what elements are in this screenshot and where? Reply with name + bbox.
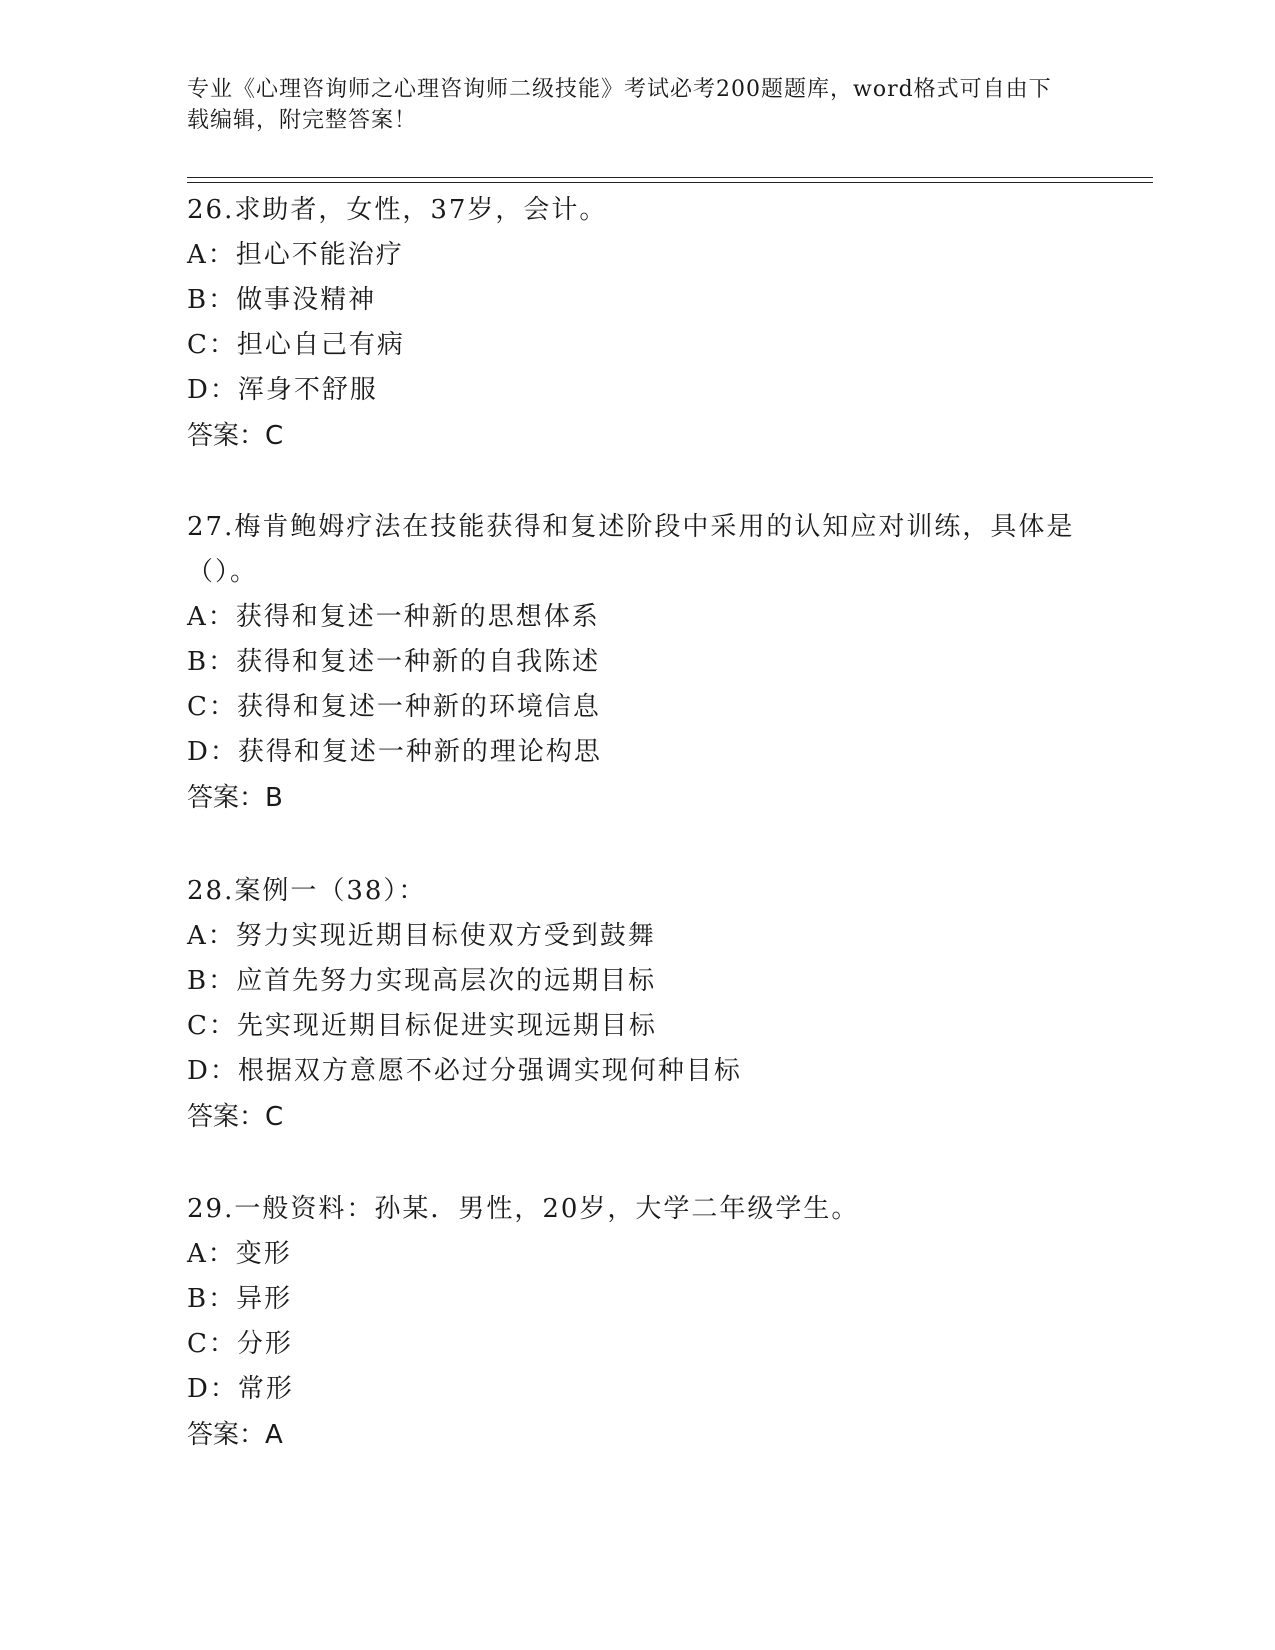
option-a: A：变形 [187, 1239, 292, 1269]
option-d: D：获得和复述一种新的理论构思 [187, 737, 602, 767]
option-c: C：分形 [187, 1329, 293, 1359]
question-27 [187, 505, 1087, 821]
question-stem: 27.梅肯鲍姆疗法在技能获得和复述阶段中采用的认知应对训练，具体是（）。 [187, 512, 1075, 587]
header-rule-top [187, 177, 1153, 178]
option-b: B：获得和复述一种新的自我陈述 [187, 647, 601, 677]
answer: 答案：A [187, 1420, 283, 1450]
question-29 [187, 1187, 1087, 1458]
answer: 答案：C [187, 1102, 284, 1132]
option-d: D：常形 [187, 1374, 294, 1404]
option-c: C：获得和复述一种新的环境信息 [187, 692, 601, 722]
option-a: A：担心不能治疗 [187, 240, 404, 270]
option-d: D：浑身不舒服 [187, 375, 378, 405]
option-c: C：担心自己有病 [187, 330, 405, 360]
question-stem: 29.一般资料：孙某．男性，20岁，大学二年级学生。 [187, 1194, 860, 1224]
option-d: D：根据双方意愿不必过分强调实现何种目标 [187, 1056, 742, 1086]
document-header: 专业《心理咨询师之心理咨询师二级技能》考试必考200题题库，word格式可自由下载编辑，附完整答案！ [187, 77, 1052, 133]
question-26 [187, 188, 1087, 459]
option-b: B：应首先努力实现高层次的远期目标 [187, 966, 657, 996]
answer: 答案：C [187, 421, 284, 451]
question-stem: 28.案例一（38）： [187, 876, 427, 906]
option-b: B：异形 [187, 1284, 293, 1314]
option-a: A：获得和复述一种新的思想体系 [187, 602, 600, 632]
option-c: C：先实现近期目标促进实现远期目标 [187, 1011, 657, 1041]
answer: 答案：B [187, 783, 283, 813]
option-b: B：做事没精神 [187, 285, 377, 315]
option-a: A：努力实现近期目标使双方受到鼓舞 [187, 921, 656, 951]
header-rule-bottom [187, 182, 1153, 183]
question-28 [187, 869, 1087, 1140]
question-stem: 26.求助者，女性，37岁，会计。 [187, 195, 608, 225]
